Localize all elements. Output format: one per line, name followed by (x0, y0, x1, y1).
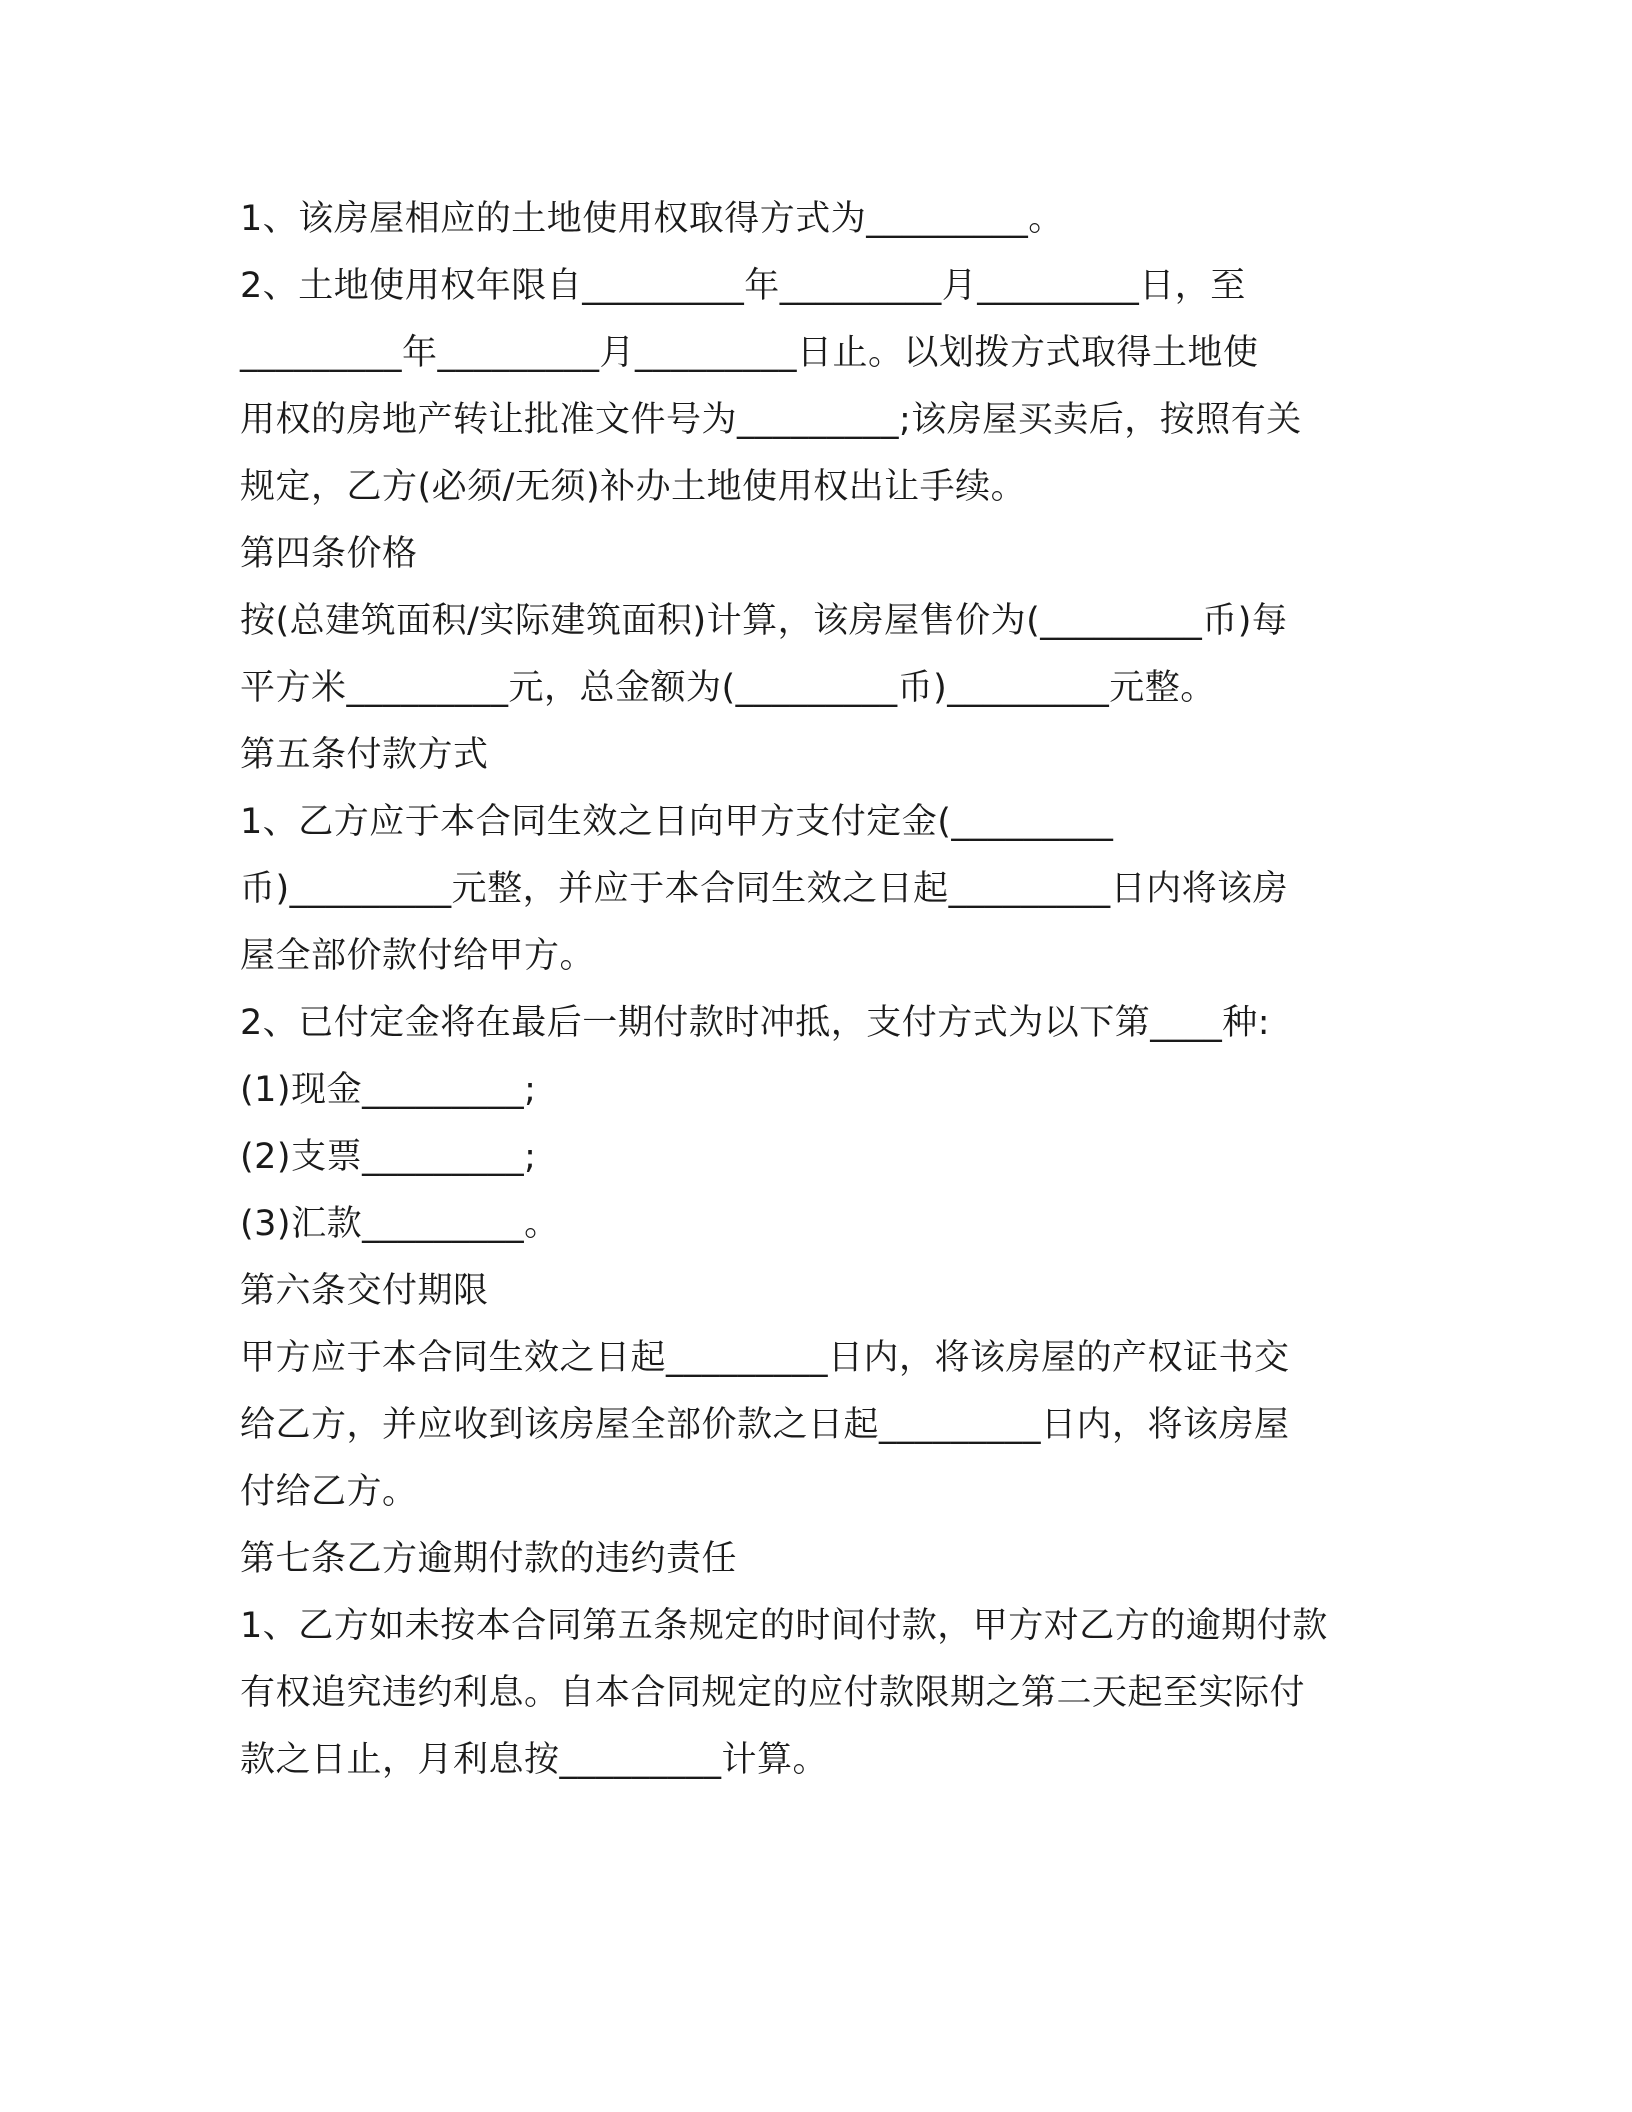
payment-option-cash: (1)现金_________; (240, 1070, 537, 1110)
section-heading-delivery-period: 第六条交付期限 (240, 1271, 489, 1311)
clause-line: 规定，乙方(必须/无须)补办土地使用权出让手续。 (240, 467, 1027, 507)
clause-line: 1、乙方如未按本合同第五条规定的时间付款，甲方对乙方的逾期付款 (240, 1606, 1328, 1646)
section-heading-price: 第四条价格 (240, 534, 418, 574)
clause-line: 有权追究违约利息。自本合同规定的应付款限期之第二天起至实际付 (240, 1673, 1306, 1713)
contract-body (240, 186, 1400, 1794)
section-heading-payment-method: 第五条付款方式 (240, 735, 489, 775)
payment-option-check: (2)支票_________; (240, 1137, 537, 1177)
clause-line: 给乙方，并应收到该房屋全部价款之日起_________日内，将该房屋 (240, 1405, 1290, 1445)
clause-line: 屋全部价款付给甲方。 (240, 936, 596, 976)
clause-line: 1、该房屋相应的土地使用权取得方式为_________。 (240, 199, 1064, 239)
clause-line: 按(总建筑面积/实际建筑面积)计算，该房屋售价为(_________币)每 (240, 601, 1288, 641)
clause-line: 甲方应于本合同生效之日起_________日内，将该房屋的产权证书交 (240, 1338, 1290, 1378)
clause-line: 2、土地使用权年限自_________年_________月_________日，至 (240, 266, 1246, 306)
section-heading-late-payment: 第七条乙方逾期付款的违约责任 (240, 1539, 738, 1579)
clause-line: 平方米_________元，总金额为(_________币)_________元整。 (240, 668, 1216, 708)
clause-line: 2、已付定金将在最后一期付款时冲抵，支付方式为以下第____种: (240, 1003, 1271, 1043)
clause-line: 款之日止，月利息按_________计算。 (240, 1740, 829, 1780)
clause-line: 付给乙方。 (240, 1472, 418, 1512)
clause-line: _________年_________月_________日止。以划拨方式取得土地使 (240, 333, 1259, 373)
clause-line: 1、乙方应于本合同生效之日向甲方支付定金(_________ (240, 802, 1114, 842)
payment-option-remittance: (3)汇款_________。 (240, 1204, 560, 1244)
clause-line: 用权的房地产转让批准文件号为_________;该房屋买卖后，按照有关 (240, 400, 1302, 440)
clause-line: 币)_________元整，并应于本合同生效之日起_________日内将该房 (240, 869, 1289, 909)
